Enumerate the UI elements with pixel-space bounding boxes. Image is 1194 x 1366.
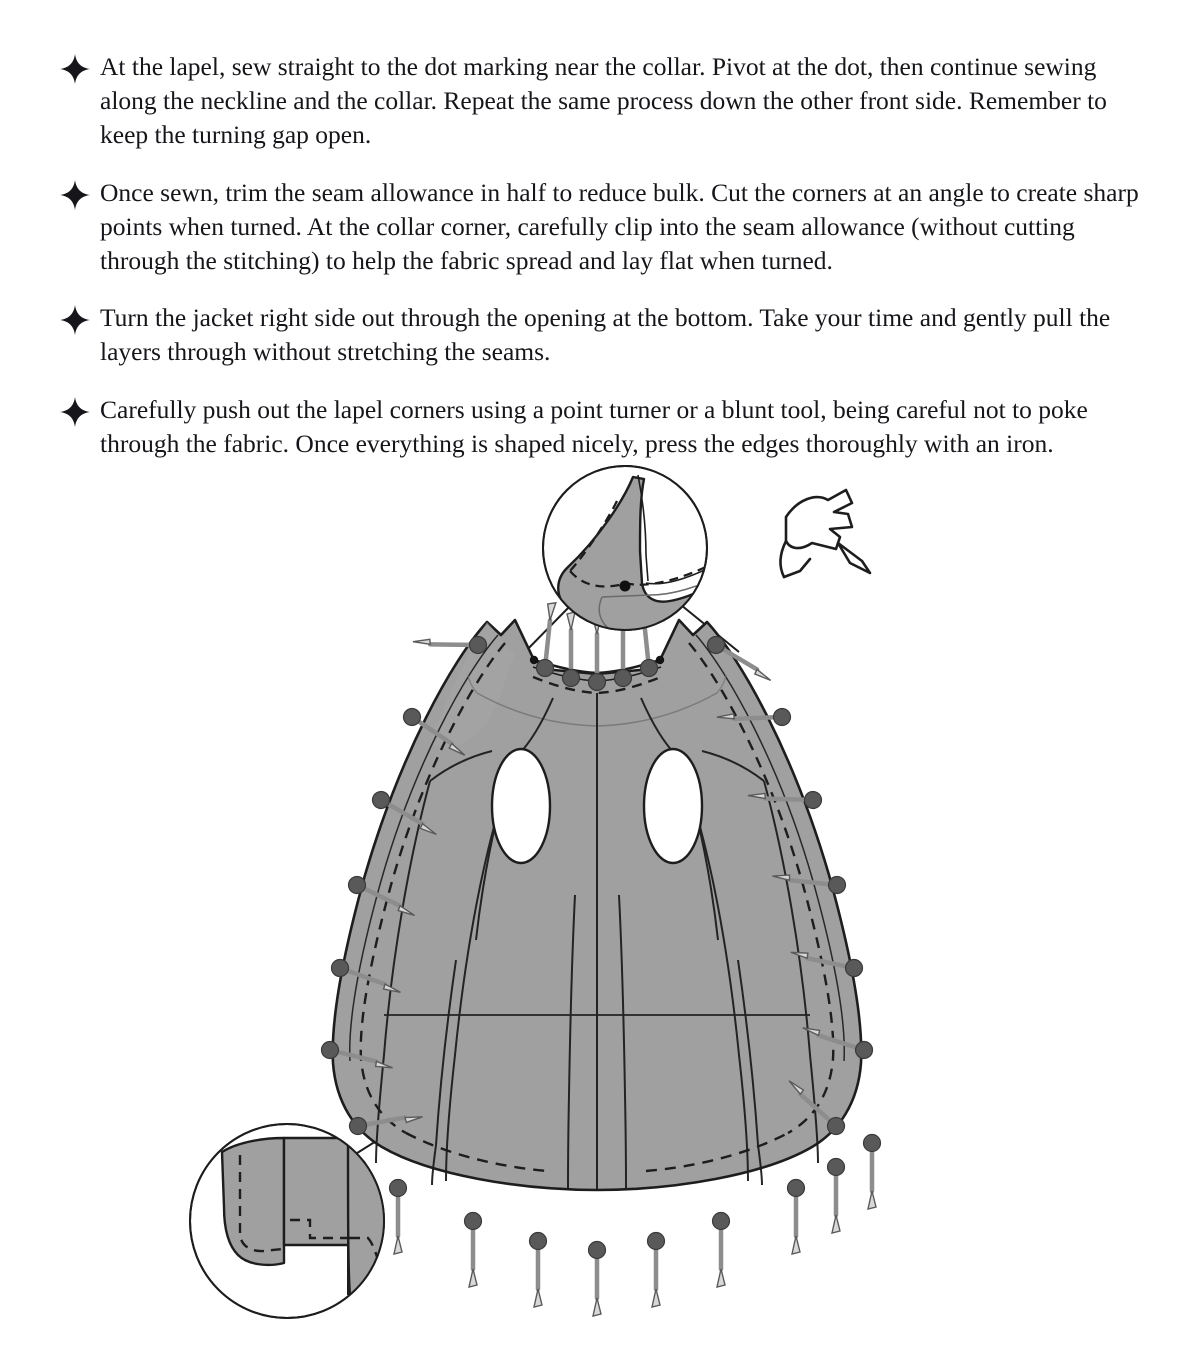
list-item: [58, 176, 1154, 278]
list-item: [58, 301, 1154, 369]
four-pointed-star-icon: [58, 52, 92, 86]
instruction-text: Turn the jacket right side out through the opening at the bottom. Take your time and gently pull the layers through without stretching the seams.: [100, 303, 1111, 367]
collar-detail-circle: [543, 466, 746, 633]
pivot-dot-left: [530, 656, 538, 664]
four-pointed-star-icon: [58, 178, 92, 212]
list-item: [58, 50, 1154, 152]
four-pointed-star-icon: [58, 303, 92, 337]
jacket-construction-diagram: [0, 455, 1194, 1366]
instruction-text: At the lapel, sew straight to the dot marking near the collar. Pivot at the dot, then continue sewing along the neckline and the collar. Repeat the same process down the other front side. Remember to keep the turning gap open.: [100, 52, 1107, 149]
instruction-text: Carefully push out the lapel corners using a point turner or a blunt tool, being careful not to poke through the fabric. Once everything is shaped nicely, press the edges thoroughly with an iron.: [100, 395, 1088, 459]
instruction-text: Once sewn, trim the seam allowance in half to reduce bulk. Cut the corners at an angle to create sharp points when turned. At the collar corner, carefully clip into the seam allowance (without cutting through the stitching) to help the fabric spread and lay flat when turned.: [100, 177, 1139, 275]
pivot-dot-detail: [620, 581, 631, 592]
hem-corner-detail-circle: [190, 1124, 400, 1318]
instruction-list: [58, 50, 1154, 461]
four-pointed-star-icon: [58, 395, 92, 429]
list-item: [58, 393, 1154, 461]
left-armhole-opening: [492, 749, 550, 863]
pivot-dot-right: [656, 656, 664, 664]
right-armhole-opening: [644, 749, 702, 863]
hand-detail: [780, 490, 870, 577]
